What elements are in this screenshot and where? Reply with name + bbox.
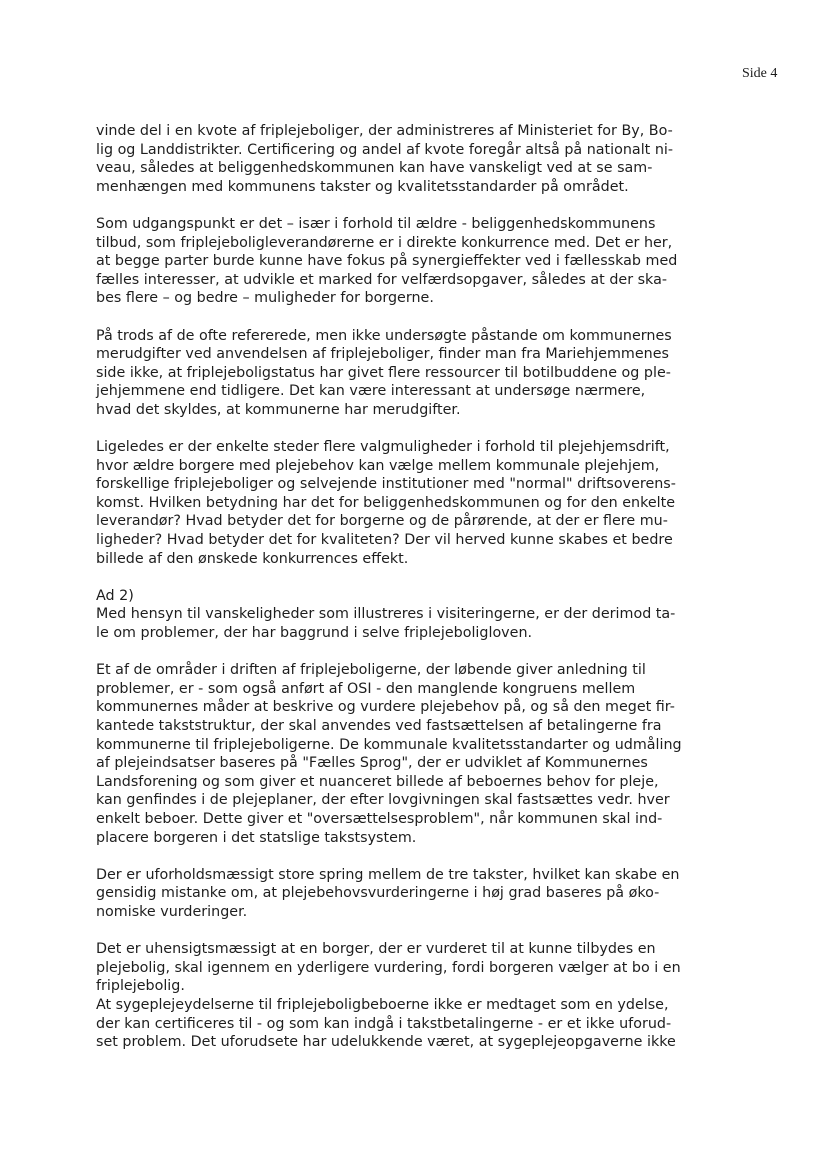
text-line: enkelt beboer. Dette giver et "oversættelsesproblem", når kommunen skal ind-: [96, 810, 663, 827]
text-line: hvad det skyldes, at kommunerne har merudgifter.: [96, 401, 461, 418]
page-number: Side 4: [742, 66, 778, 81]
text-line: kan genfindes i de plejeplaner, der efter lovgivningen skal fastsættes vedr. hver: [96, 792, 670, 809]
paragraph: [96, 122, 724, 196]
text-line: At sygeplejeydelserne til friplejeboligbeboerne ikke er medtaget som en ydelse,: [96, 996, 669, 1013]
text-line: nomiske vurderinger.: [96, 903, 248, 920]
paragraph: [96, 327, 724, 420]
text-line: set problem. Det uforudsete har udelukkende været, at sygeplejeopgaverne ikke: [96, 1034, 676, 1051]
text-line: menhængen med kommunens takster og kvalitetsstandarder på området.: [96, 178, 629, 195]
text-line: veau, således at beliggenhedskommunen kan have vanskeligt ved at se sam-: [96, 160, 653, 177]
text-line: gensidig mistanke om, at plejebehovsvurderingerne i høj grad baseres på øko-: [96, 885, 660, 902]
text-line: Et af de områder i driften af friplejeboligerne, der løbende giver anledning til: [96, 662, 646, 679]
text-line: merudgifter ved anvendelsen af friplejeboliger, finder man fra Mariehjemmenes: [96, 346, 669, 363]
text-line: På trods af de ofte refererede, men ikke undersøgte påstande om kommunernes: [96, 327, 672, 344]
text-line: Ligeledes er der enkelte steder flere valgmuligheder i forhold til plejehjemsdrift,: [96, 439, 670, 456]
text-line: der kan certificeres til - og som kan indgå i takstbetalingerne - er et ikke uforud-: [96, 1015, 672, 1032]
text-line: plejebolig, skal igennem en yderligere vurdering, fordi borgeren vælger at bo i en: [96, 959, 681, 976]
text-line: bes flere – og bedre – muligheder for borgerne.: [96, 290, 434, 307]
text-line: forskellige friplejeboliger og selvejende institutioner med "normal" driftsoverens-: [96, 476, 676, 493]
text-line: kommunernes måder at beskrive og vurdere plejebehov på, og så den meget fir-: [96, 699, 675, 716]
section-heading: Ad 2): [96, 587, 134, 604]
text-line: lig og Landdistrikter. Certificering og andel af kvote foregår altså på nationalt ni-: [96, 141, 674, 158]
text-line: Det er uhensigtsmæssigt at en borger, der er vurderet til at kunne tilbydes en: [96, 941, 656, 958]
text-line: af plejeindsatser baseres på "Fælles Sprog", der er udviklet af Kommunernes: [96, 755, 648, 772]
document-body: [96, 122, 724, 1052]
text-line: side ikke, at friplejeboligstatus har givet flere ressourcer til botilbuddene og ple-: [96, 364, 671, 381]
text-line: komst. Hvilken betydning har det for beliggenhedskommunen og for den enkelte: [96, 494, 676, 511]
text-line: le om problemer, der har baggrund i selve friplejeboligloven.: [96, 625, 533, 642]
text-line: billede af den ønskede konkurrences effekt.: [96, 550, 409, 567]
text-line: vinde del i en kvote af friplejeboliger, der administreres af Ministeriet for By, Bo-: [96, 123, 673, 139]
paragraph: [96, 661, 724, 847]
text-line: hvor ældre borgere med plejebehov kan vælge mellem kommunale plejehjem,: [96, 457, 660, 474]
text-line: placere borgeren i det statslige takstsystem.: [96, 829, 417, 846]
text-line: fælles interesser, at udvikle et marked for velfærdsopgaver, således at der ska-: [96, 271, 668, 288]
text-line: Som udgangspunkt er det – især i forhold til ældre - beliggenhedskommunens: [96, 215, 656, 232]
text-line: kommunerne til friplejeboligerne. De kommunale kvalitetsstandarter og udmåling: [96, 736, 682, 753]
text-line: jehjemmene end tidligere. Det kan være interessant at undersøge nærmere,: [96, 383, 646, 400]
paragraph: [96, 587, 724, 643]
text-line: Landsforening og som giver et nuanceret billede af beboernes behov for pleje,: [96, 773, 659, 790]
text-line: Der er uforholdsmæssigt store spring mellem de tre takster, hvilket kan skabe en: [96, 866, 680, 883]
paragraph: [96, 215, 724, 308]
paragraph: [96, 940, 724, 1052]
text-line: Med hensyn til vanskeligheder som illustreres i visiteringerne, er der derimod ta-: [96, 606, 676, 623]
text-line: ligheder? Hvad betyder det for kvaliteten? Der vil herved kunne skabes et bedre: [96, 532, 673, 549]
text-line: at begge parter burde kunne have fokus på synergieffekter ved i fællesskab med: [96, 253, 678, 270]
text-line: leverandør? Hvad betyder det for borgerne og de pårørende, at der er flere mu-: [96, 513, 668, 530]
text-line: tilbud, som friplejeboligleverandørerne er i direkte konkurrence med. Det er her,: [96, 234, 673, 251]
text-line: problemer, er - som også anført af OSI - den manglende kongruens mellem: [96, 680, 636, 697]
paragraph: [96, 866, 724, 922]
paragraph: [96, 438, 724, 568]
text-line: friplejebolig.: [96, 978, 185, 995]
text-line: kantede takststruktur, der skal anvendes ved fastsættelsen af betalingerne fra: [96, 718, 662, 734]
